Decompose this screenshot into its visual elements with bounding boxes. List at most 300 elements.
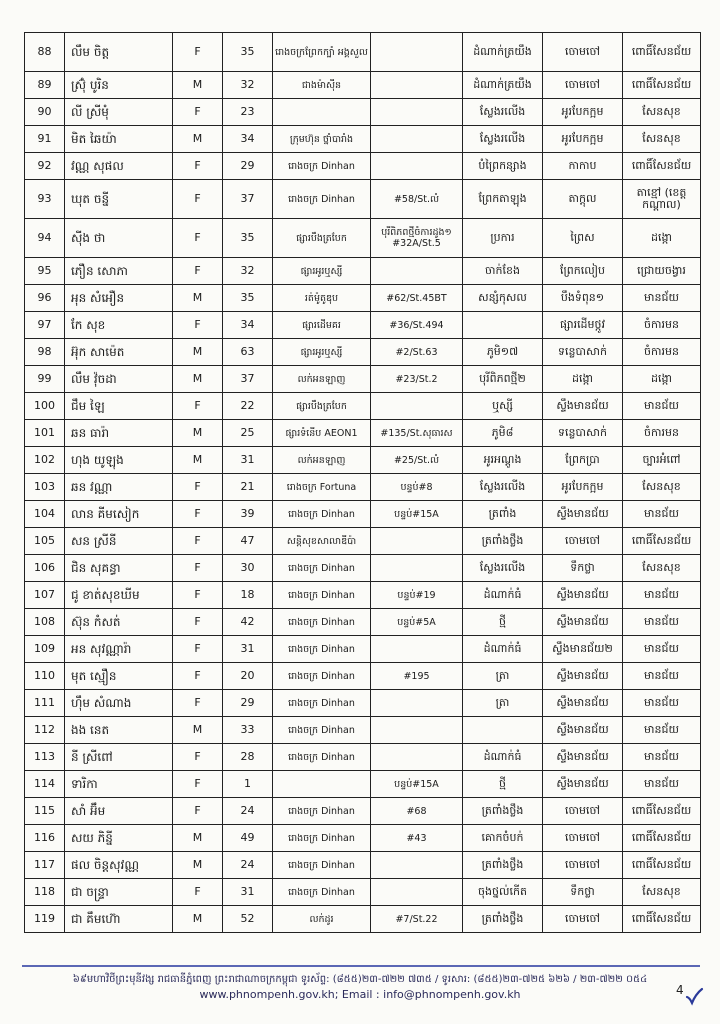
cell-village (463, 717, 543, 744)
cell-village: ស្លែងរលើង (463, 99, 543, 126)
cell-sex: F (173, 501, 223, 528)
cell-workplace (273, 771, 371, 798)
cell-full-name: លឹម ចិត្ត (65, 33, 173, 72)
cell-workplace: លក់អនឡាញ (273, 447, 371, 474)
cell-village: ភូមិ១៧ (463, 339, 543, 366)
cell-full-name: លី ស្រីមុំ (65, 99, 173, 126)
cell-house-address (371, 690, 463, 717)
cell-full-name: អុន សំអឿន (65, 285, 173, 312)
cell-village: ដំណាក់ធំ (463, 744, 543, 771)
cell-commune: ទឹកថ្លា (543, 555, 623, 582)
cell-age: 24 (223, 798, 273, 825)
cell-age: 20 (223, 663, 273, 690)
table-row (25, 609, 701, 636)
cell-district: ពោធិ៍សែនជ័យ (623, 153, 701, 180)
table-row (25, 420, 701, 447)
cell-district: សែនសុខ (623, 99, 701, 126)
cell-commune: ដង្កោ (543, 366, 623, 393)
cell-row-number: 107 (25, 582, 65, 609)
cell-house-address: #58/St.លំ (371, 180, 463, 219)
cell-district: មានជ័យ (623, 663, 701, 690)
cell-commune: ព្រែកប្រា (543, 447, 623, 474)
records-table (24, 32, 701, 933)
cell-village: ត្រពាំងថ្លឹង (463, 906, 543, 933)
cell-district: ដង្កោ (623, 219, 701, 258)
cell-row-number: 114 (25, 771, 65, 798)
cell-sex: M (173, 825, 223, 852)
cell-sex: F (173, 528, 223, 555)
cell-commune: តាក្ដុល (543, 180, 623, 219)
footer-website-email: www.phnompenh.gov.kh; Email : info@phnompenh.gov.kh (199, 988, 521, 1001)
cell-row-number: 89 (25, 72, 65, 99)
cell-full-name: វណ្ណ សុផល (65, 153, 173, 180)
cell-workplace: រោងចក្រ Dinhan (273, 744, 371, 771)
cell-village: ភូមិ៨ (463, 420, 543, 447)
cell-sex: F (173, 663, 223, 690)
cell-village: ត្រា (463, 663, 543, 690)
table-row (25, 879, 701, 906)
cell-commune: ចោមចៅ (543, 825, 623, 852)
cell-workplace: រោងចក្រ Dinhan (273, 555, 371, 582)
cell-village: ប្រការ (463, 219, 543, 258)
cell-house-address (371, 126, 463, 153)
cell-full-name: មិត ឆៃយ៉ា (65, 126, 173, 153)
cell-district: ពោធិ៍សែនជ័យ (623, 906, 701, 933)
cell-row-number: 99 (25, 366, 65, 393)
cell-age: 63 (223, 339, 273, 366)
cell-house-address (371, 99, 463, 126)
cell-house-address: #68 (371, 798, 463, 825)
cell-sex: M (173, 126, 223, 153)
cell-full-name: លាន គីមសៀក (65, 501, 173, 528)
cell-house-address (371, 153, 463, 180)
cell-house-address: បន្ទប់#15A (371, 771, 463, 798)
cell-commune: អូរបែកក្អម (543, 99, 623, 126)
cell-sex: F (173, 393, 223, 420)
cell-row-number: 94 (25, 219, 65, 258)
cell-row-number: 116 (25, 825, 65, 852)
cell-age: 30 (223, 555, 273, 582)
cell-row-number: 103 (25, 474, 65, 501)
cell-age: 42 (223, 609, 273, 636)
table-row (25, 219, 701, 258)
cell-full-name: ឆន ធារ៉ា (65, 420, 173, 447)
cell-commune: ចោមចៅ (543, 852, 623, 879)
cell-age: 31 (223, 879, 273, 906)
table-row (25, 771, 701, 798)
cell-commune: ព្រែកលៀប (543, 258, 623, 285)
cell-district: សែនសុខ (623, 879, 701, 906)
cell-workplace: ផ្សារបឹងត្របែក (273, 393, 371, 420)
cell-age: 28 (223, 744, 273, 771)
cell-district: មានជ័យ (623, 771, 701, 798)
cell-age: 23 (223, 99, 273, 126)
cell-full-name: ជិន សុគន្ធា (65, 555, 173, 582)
cell-village: ដំណាក់ត្រយឹង (463, 72, 543, 99)
cell-full-name: អន សុវណ្ណារ៉ា (65, 636, 173, 663)
cell-village: ដំណាក់ត្រយឹង (463, 33, 543, 72)
cell-full-name: ឃុត ចន្នី (65, 180, 173, 219)
cell-full-name: ហ៊ឹម សំណាង (65, 690, 173, 717)
cell-row-number: 117 (25, 852, 65, 879)
table-row (25, 258, 701, 285)
cell-age: 34 (223, 126, 273, 153)
cell-village: សន្សំកុសល (463, 285, 543, 312)
cell-sex: F (173, 582, 223, 609)
cell-district: មានជ័យ (623, 744, 701, 771)
cell-village: ស្លែងរលើង (463, 126, 543, 153)
cell-sex: M (173, 420, 223, 447)
cell-sex: F (173, 180, 223, 219)
cell-village: ថ្មី (463, 609, 543, 636)
cell-row-number: 97 (25, 312, 65, 339)
cell-district: សែនសុខ (623, 126, 701, 153)
cell-row-number: 96 (25, 285, 65, 312)
cell-house-address: បន្ទប់#19 (371, 582, 463, 609)
cell-full-name: ស៊ុន កំសត់ (65, 609, 173, 636)
cell-full-name: សយ ភិន្នី (65, 825, 173, 852)
cell-village: បុរីពិភពថ្មី២ (463, 366, 543, 393)
table-row (25, 582, 701, 609)
cell-house-address (371, 879, 463, 906)
cell-row-number: 110 (25, 663, 65, 690)
cell-commune: បឹងទំពុន១ (543, 285, 623, 312)
cell-full-name: ភឿន សោភា (65, 258, 173, 285)
cell-house-address (371, 393, 463, 420)
cell-full-name: សន ស្រីនី (65, 528, 173, 555)
cell-commune: ចោមចៅ (543, 72, 623, 99)
cell-district: ពោធិ៍សែនជ័យ (623, 33, 701, 72)
cell-district: ពោធិ៍សែនជ័យ (623, 825, 701, 852)
cell-full-name: ជូ ខាត់សុខឃីម (65, 582, 173, 609)
cell-row-number: 112 (25, 717, 65, 744)
cell-age: 32 (223, 72, 273, 99)
cell-commune: ស្ទឹងមានជ័យ (543, 609, 623, 636)
cell-full-name: នី ស្រីពៅ (65, 744, 173, 771)
cell-house-address (371, 555, 463, 582)
table-row (25, 636, 701, 663)
cell-village: ចុងថ្នល់កើត (463, 879, 543, 906)
cell-age: 37 (223, 366, 273, 393)
cell-age: 52 (223, 906, 273, 933)
records-table-wrapper (24, 32, 700, 933)
cell-sex: F (173, 771, 223, 798)
cell-workplace: សន្តិសុខសាលាឌីប៉ា (273, 528, 371, 555)
cell-commune: អូរបែកក្អម (543, 474, 623, 501)
cell-sex: F (173, 99, 223, 126)
cell-workplace: រោងចក្រ Dinhan (273, 501, 371, 528)
cell-row-number: 104 (25, 501, 65, 528)
cell-workplace: រោងចក្រ Dinhan (273, 798, 371, 825)
cell-full-name: ជឹម ឡៃ (65, 393, 173, 420)
cell-house-address: បុរីពិភពថ្មីចំការដូង១ #32A/St.5 (371, 219, 463, 258)
cell-commune: ស្ទឹងមានជ័យ (543, 717, 623, 744)
table-row (25, 99, 701, 126)
cell-village: ត្រពាំងថ្លឹង (463, 528, 543, 555)
cell-full-name: សាំ អ៊ឹម (65, 798, 173, 825)
cell-district: មានជ័យ (623, 717, 701, 744)
cell-commune: ស្ទឹងមានជ័យ (543, 690, 623, 717)
cell-sex: F (173, 609, 223, 636)
cell-commune: ចោមចៅ (543, 798, 623, 825)
table-row (25, 393, 701, 420)
cell-row-number: 115 (25, 798, 65, 825)
cell-row-number: 90 (25, 99, 65, 126)
cell-sex: F (173, 690, 223, 717)
cell-commune: ស្ទឹងមានជ័យ (543, 744, 623, 771)
cell-district: មានជ័យ (623, 393, 701, 420)
cell-village: ស្លែងរលើង (463, 555, 543, 582)
cell-commune: ស្ទឹងមានជ័យ (543, 771, 623, 798)
table-row (25, 663, 701, 690)
cell-age: 49 (223, 825, 273, 852)
cell-district: មានជ័យ (623, 582, 701, 609)
table-row (25, 717, 701, 744)
cell-house-address (371, 33, 463, 72)
table-row (25, 312, 701, 339)
cell-house-address (371, 717, 463, 744)
cell-commune: កាកាប (543, 153, 623, 180)
cell-full-name: ងង នេត (65, 717, 173, 744)
cell-sex: F (173, 555, 223, 582)
cell-district: ដង្កោ (623, 366, 701, 393)
cell-district: ជ្រោយចង្វារ (623, 258, 701, 285)
records-table-body (25, 33, 701, 933)
cell-district: តាខ្មៅ (ខេត្តកណ្ដាល) (623, 180, 701, 219)
table-row (25, 852, 701, 879)
cell-age: 21 (223, 474, 273, 501)
table-row (25, 474, 701, 501)
cell-sex: M (173, 447, 223, 474)
cell-full-name: ជា ចន្ទ្រា (65, 879, 173, 906)
cell-commune: ចោមចៅ (543, 906, 623, 933)
cell-village: ដំណាក់ធំ (463, 636, 543, 663)
table-row (25, 744, 701, 771)
cell-age: 39 (223, 501, 273, 528)
cell-village: ស្លែងរលើង (463, 474, 543, 501)
cell-commune: ស្ទឹងមានជ័យ២ (543, 636, 623, 663)
cell-workplace: ផ្សារទំនើប AEON1 (273, 420, 371, 447)
cell-village: ត្រពាំងថ្លឹង (463, 798, 543, 825)
cell-district: ពោធិ៍សែនជ័យ (623, 852, 701, 879)
cell-age: 25 (223, 420, 273, 447)
cell-village: ត្រពាំង (463, 501, 543, 528)
cell-house-address (371, 744, 463, 771)
cell-commune: ទឹកថ្លា (543, 879, 623, 906)
cell-workplace: រោងចក្រ Dinhan (273, 609, 371, 636)
cell-workplace: លក់ដូរ (273, 906, 371, 933)
cell-village: ព្រែកតាឡុង (463, 180, 543, 219)
cell-house-address: #135/St.សុធារស (371, 420, 463, 447)
cell-row-number: 100 (25, 393, 65, 420)
cell-commune: ស្ទឹងមានជ័យ (543, 393, 623, 420)
cell-house-address: #23/St.2 (371, 366, 463, 393)
cell-house-address: បន្ទប់#8 (371, 474, 463, 501)
cell-row-number: 113 (25, 744, 65, 771)
cell-workplace: រោងចក្រ Dinhan (273, 663, 371, 690)
cell-sex: F (173, 219, 223, 258)
cell-workplace: រោងចក្រ Dinhan (273, 153, 371, 180)
table-row (25, 690, 701, 717)
cell-full-name: ស៊ីង ថា (65, 219, 173, 258)
table-row (25, 555, 701, 582)
cell-full-name: ហុង យូឡុង (65, 447, 173, 474)
cell-sex: M (173, 285, 223, 312)
cell-age: 35 (223, 33, 273, 72)
cell-row-number: 88 (25, 33, 65, 72)
cell-workplace: រោងចក្រ Dinhan (273, 825, 371, 852)
cell-village: ឬស្សី (463, 393, 543, 420)
cell-full-name: ស្រ៊ុំ បូរិន (65, 72, 173, 99)
cell-sex: F (173, 636, 223, 663)
cell-sex: M (173, 906, 223, 933)
table-row (25, 447, 701, 474)
cell-age: 31 (223, 636, 273, 663)
cell-full-name: កែ សុខ (65, 312, 173, 339)
cell-age: 32 (223, 258, 273, 285)
cell-workplace: រោងចក្រ Fortuna (273, 474, 371, 501)
cell-workplace: ផ្សារអូរឬស្សី (273, 339, 371, 366)
cell-row-number: 109 (25, 636, 65, 663)
footer-address: ៦៩មហាវិថីព្រះមុនីវង្ស រាជធានីភ្នំពេញ ព្រះរាជាណាចក្រកម្ពុជា ទូរស័ព្ទ: (៨៥៥)២៣-៧២២ ៧៣៥ / ទូរសារ: (៨៥៥)២៣-៧២៥ ៦២៦ / ២៣-៧២២ ០៥៤ (72, 974, 648, 985)
cell-house-address: #195 (371, 663, 463, 690)
cell-commune: ចោមចៅ (543, 33, 623, 72)
cell-commune: ស្ទឹងមានជ័យ (543, 501, 623, 528)
table-row (25, 285, 701, 312)
cell-commune: ស្ទឹងមានជ័យ (543, 582, 623, 609)
cell-full-name: លឹម វ៉ុចដា (65, 366, 173, 393)
cell-workplace: លក់អនឡាញ (273, 366, 371, 393)
cell-full-name: ផល ចិន្តសុវណ្ណ (65, 852, 173, 879)
cell-house-address: #36/St.494 (371, 312, 463, 339)
cell-sex: M (173, 339, 223, 366)
cell-row-number: 108 (25, 609, 65, 636)
cell-sex: M (173, 366, 223, 393)
cell-row-number: 98 (25, 339, 65, 366)
cell-full-name: ទារិកា (65, 771, 173, 798)
cell-workplace: ផ្សារបឹងត្របែក (273, 219, 371, 258)
cell-age: 24 (223, 852, 273, 879)
cell-age: 47 (223, 528, 273, 555)
cell-sex: F (173, 798, 223, 825)
cell-full-name: ឆន វណ្ណា (65, 474, 173, 501)
cell-district: សែនសុខ (623, 555, 701, 582)
cell-sex: F (173, 474, 223, 501)
cell-sex: M (173, 717, 223, 744)
cell-district: សែនសុខ (623, 474, 701, 501)
cell-district: មានជ័យ (623, 501, 701, 528)
cell-house-address: #2/St.63 (371, 339, 463, 366)
cell-age: 29 (223, 153, 273, 180)
cell-village: ត្រពាំងថ្លឹង (463, 852, 543, 879)
cell-house-address: បន្ទប់#5A (371, 609, 463, 636)
cell-row-number: 105 (25, 528, 65, 555)
cell-workplace: រោងចក្រ Dinhan (273, 879, 371, 906)
footer-divider (22, 965, 700, 967)
cell-row-number: 93 (25, 180, 65, 219)
cell-workplace: រោងចក្រ Dinhan (273, 717, 371, 744)
cell-age: 35 (223, 285, 273, 312)
cell-workplace: រោងចក្រ Dinhan (273, 852, 371, 879)
cell-house-address: #62/St.45BT (371, 285, 463, 312)
cell-workplace: រត់ម៉ូតូឌុប (273, 285, 371, 312)
cell-row-number: 119 (25, 906, 65, 933)
table-row (25, 501, 701, 528)
table-row (25, 33, 701, 72)
cell-village (463, 312, 543, 339)
cell-workplace: រោងចក្រ Dinhan (273, 180, 371, 219)
cell-row-number: 91 (25, 126, 65, 153)
table-row (25, 906, 701, 933)
cell-sex: F (173, 153, 223, 180)
cell-house-address (371, 258, 463, 285)
cell-age: 33 (223, 717, 273, 744)
cell-house-address: បន្ទប់#15A (371, 501, 463, 528)
cell-house-address (371, 528, 463, 555)
cell-age: 18 (223, 582, 273, 609)
cell-row-number: 95 (25, 258, 65, 285)
table-row (25, 339, 701, 366)
cell-sex: F (173, 744, 223, 771)
cell-workplace: រោងចក្រព្រែកក្បាំ អង្គសួល (273, 33, 371, 72)
cell-district: ពោធិ៍សែនជ័យ (623, 528, 701, 555)
cell-full-name: មុត ស្មឿន (65, 663, 173, 690)
table-row (25, 528, 701, 555)
cell-district: ចំការមន (623, 339, 701, 366)
cell-age: 37 (223, 180, 273, 219)
cell-age: 22 (223, 393, 273, 420)
cell-workplace: ជាងម៉ាស៊ីន (273, 72, 371, 99)
table-row (25, 180, 701, 219)
cell-district: មានជ័យ (623, 609, 701, 636)
cell-sex: F (173, 879, 223, 906)
table-row (25, 798, 701, 825)
cell-district: ចំការមន (623, 312, 701, 339)
cell-house-address: #25/St.លំ (371, 447, 463, 474)
cell-commune: ស្ទឹងមានជ័យ (543, 663, 623, 690)
cell-village: ដំណាក់ធំ (463, 582, 543, 609)
cell-village: បំព្រៃកន្សាង (463, 153, 543, 180)
cell-commune: ទន្លេបាសាក់ (543, 420, 623, 447)
page-number: 4 (676, 983, 684, 997)
cell-age: 34 (223, 312, 273, 339)
table-row (25, 366, 701, 393)
cell-village: ចាក់ខែង (463, 258, 543, 285)
cell-full-name: អ៊ុក សាម៉េត (65, 339, 173, 366)
cell-workplace (273, 99, 371, 126)
cell-age: 1 (223, 771, 273, 798)
table-row (25, 126, 701, 153)
cell-commune: អូរបែកក្អម (543, 126, 623, 153)
cell-district: មានជ័យ (623, 690, 701, 717)
cell-district: មានជ័យ (623, 285, 701, 312)
cell-workplace: ផ្សារអូរឬស្សី (273, 258, 371, 285)
cell-district: ច្បារអំពៅ (623, 447, 701, 474)
cell-row-number: 101 (25, 420, 65, 447)
table-row (25, 825, 701, 852)
cell-village: អូរអណ្ដូង (463, 447, 543, 474)
cell-house-address (371, 636, 463, 663)
cell-commune: ទន្លេបាសាក់ (543, 339, 623, 366)
cell-district: ចំការមន (623, 420, 701, 447)
cell-row-number: 111 (25, 690, 65, 717)
table-row (25, 72, 701, 99)
cell-commune: ចោមចៅ (543, 528, 623, 555)
cell-district: ពោធិ៍សែនជ័យ (623, 798, 701, 825)
cell-house-address: #7/St.22 (371, 906, 463, 933)
cell-workplace: ក្រុមហ៊ុន ថ្នាំបារាំង (273, 126, 371, 153)
cell-village: ថ្មី (463, 771, 543, 798)
